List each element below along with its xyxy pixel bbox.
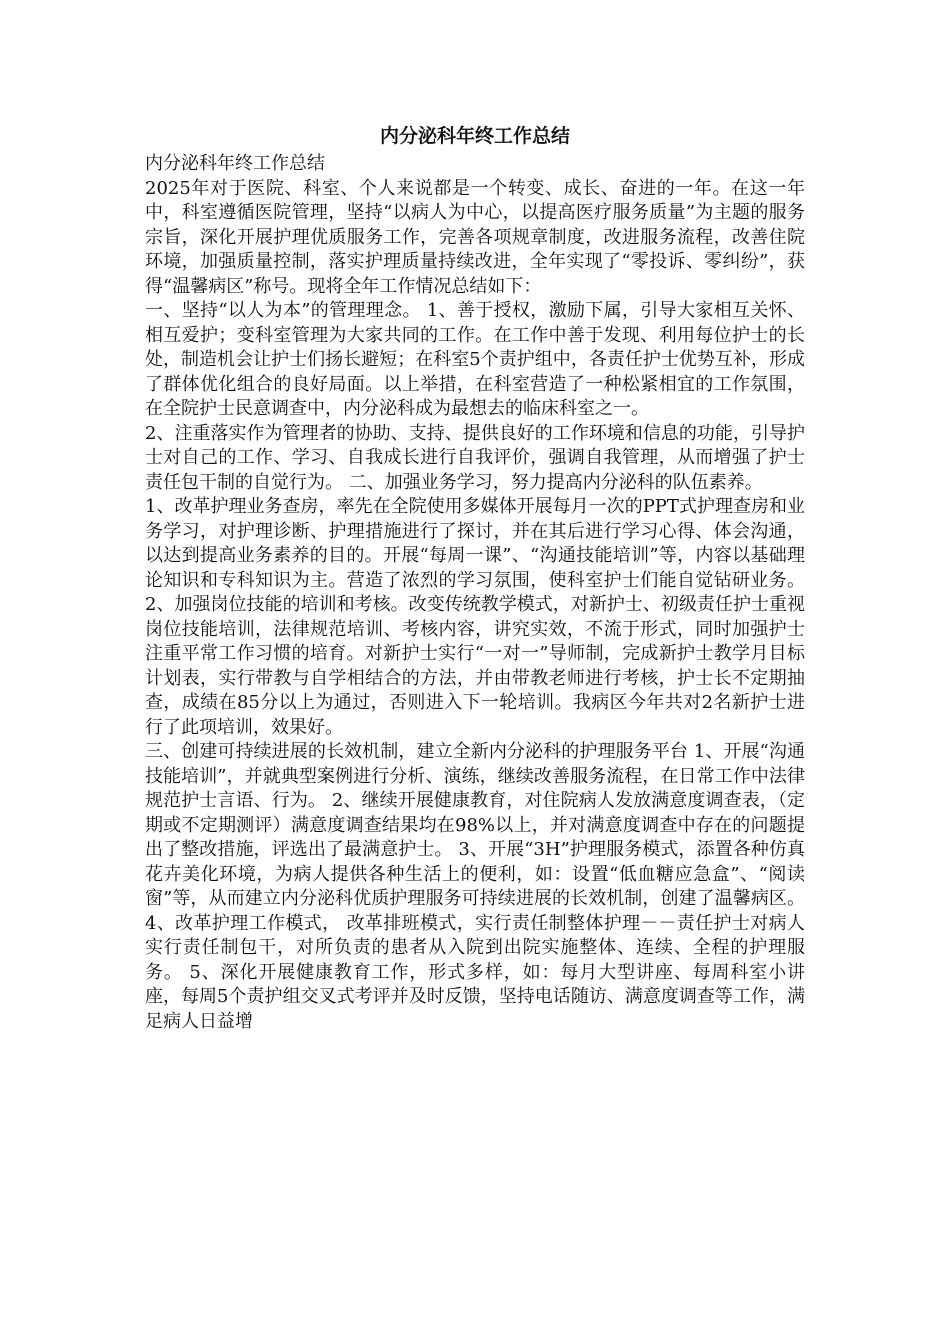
document-page: [145, 120, 805, 1034]
paragraph-intro: 2025年对于医院、科室、个人来说都是一个转变、成长、奋进的一年。在这一年中，科室遵循医院管理，坚持“以病人为中心，以提高医疗服务质量”为主题的服务宗旨，深化开展护理优质服务工作，完善各项规章制度，改进服务流程，改善住院环境，加强质量控制，落实护理质量持续改进，全年实现了“零投诉、零纠纷”，获得“温馨病区”称号。现将全年工作情况总结如下：: [145, 177, 805, 297]
paragraph-section-1-item-2: 2、注重落实作为管理者的协助、支持、提供良好的工作环境和信息的功能，引导护士对自己的工作、学习、自我成长进行自我评价，强调自我管理，从而增强了护士责任包干制的自觉行为。 二、加强业务学习，努力提高内分泌科的队伍素养。: [145, 422, 805, 493]
document-title: 内分泌科年终工作总结: [379, 125, 570, 147]
paragraph-section-3: 三、创建可持续进展的长效机制，建立全新内分泌科的护理服务平台 1、开展“沟通技能培训”，并就典型案例进行分析、演练，继续改善服务流程，在日常工作中法律规范护士言语、行为。 2、继续开展健康教育，对住院病人发放满意度调查表，（定期或不定期测评）满意度调查结果均在98%以上，并对满意度调查中存在的问题提出了整改措施，评选出了最满意护士。 3、开展“3H”护理服务模式，添置各种仿真花卉美化环境，为病人提供各种生活上的便利，如：设置“低血糖应急盒”、“阅读窗”等，从而建立内分泌科优质护理服务可持续进展的长效机制，创建了温馨病区。 4、改革护理工作模式， 改革排班模式，实行责任制整体护理－－责任护士对病人实行责任制包干，对所负责的患者从入院到出院实施整体、连续、全程的护理服务。 5、深化开展健康教育工作，形式多样，如：每月大型讲座、每周科室小讲座，每周5个责护组交叉式考评并及时反馈，坚持电话随访、满意度调查等工作，满足病人日益增: [145, 741, 805, 1032]
paragraph-section-1: 一、坚持“以人为本”的管理理念。 1、善于授权，激励下属，引导大家相互关怀、相互爱护；变科室管理为大家共同的工作。在工作中善于发现、利用每位护士的长处，制造机会让护士们扬长避短；在科室5个责护组中，各责任护士优势互补，形成了群体优化组合的良好局面。以上举措，在科室营造了一种松紧相宜的工作氛围，在全院护士民意调查中，内分泌科成为最想去的临床科室之一。: [145, 300, 805, 419]
paragraph-section-2: 1、改革护理业务查房，率先在全院使用多媒体开展每月一次的PPT式护理查房和业务学习，对护理诊断、护理措施进行了探讨，并在其后进行学习心得、体会沟通，以达到提高业务素养的目的。开展“每周一课”、“沟通技能培训”等，内容以基础理论知识和专科知识为主。营造了浓烈的学习氛围，使科室护士们能自觉钻研业务。 2、加强岗位技能的培训和考核。改变传统教学模式，对新护士、初级责任护士重视岗位技能培训，法律规范培训、考核内容，讲究实效，不流于形式，同时加强护士注重平常工作习惯的培育。对新护士实行“一对一”导师制，完成新护士教学月目标计划表，实行带教与自学相结合的方法，并由带教老师进行考核，护士长不定期抽查，成绩在85分以上为通过，否则进入下一轮培训。我病区今年共对2名新护士进行了此项培训，效果好。: [145, 496, 805, 738]
paragraph-heading: 内分泌科年终工作总结: [145, 153, 325, 174]
